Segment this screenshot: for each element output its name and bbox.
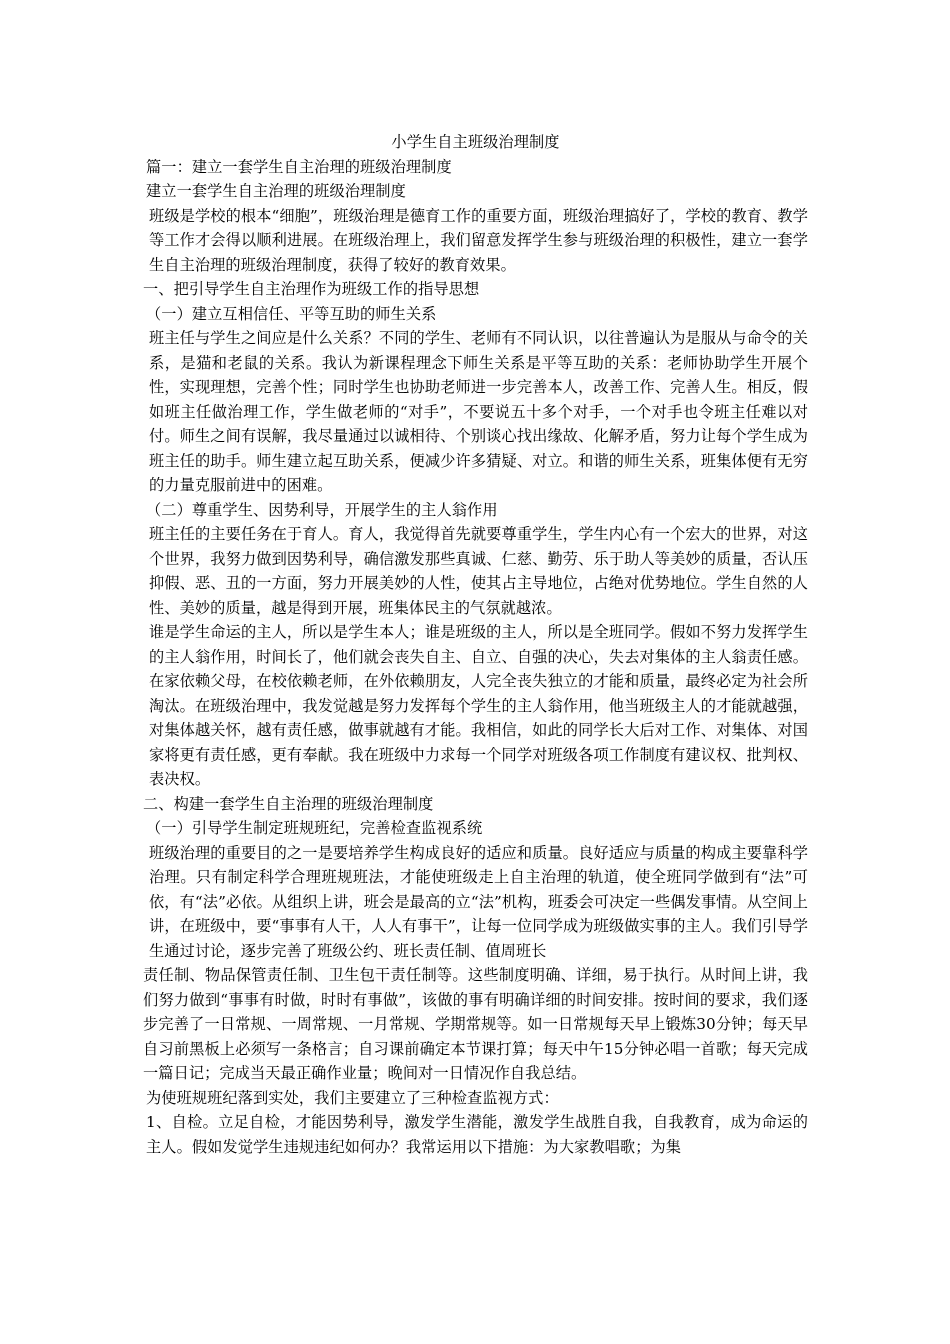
paragraph: 为使班规班纪落到实处，我们主要建立了三种检查监视方式： <box>146 1088 559 1107</box>
paragraph: 一、把引导学生自主治理作为班级工作的指导思想 <box>143 280 480 298</box>
paragraph: 二、构建一套学生自主治理的班级治理制度 <box>143 794 434 813</box>
document-body <box>143 155 808 1160</box>
paragraph: 篇一：建立一套学生自主治理的班级治理制度 <box>146 157 452 176</box>
document-title: 小学生自主班级治理制度 <box>391 133 560 151</box>
paragraph: （一）建立互相信任、平等互助的师生关系 <box>146 304 437 323</box>
paragraph: 谁是学生命运的主人，所以是学生本人；谁是班级的主人，所以是全班同学。假如不努力发挥学生的主人翁作用，时间长了，他们就会丧失自主、自立、自强的决心，失去对集体的主人翁责任感。在家依赖父母，在校依赖老师，在外依赖朋友，人完全丧失独立的才能和质量，最终必定为社会所淘汰。在班级治理中，我发觉越是努力发挥每个学生的主人翁作用，他当班级主人的才能就越强，对集体越关怀，越有责任感，做事就越有才能。我相信，如此的同学长大后对工作、对集体、对国家将更有责任感，更有奉献。我在班级中力求每一个同学对班级各项工作制度有建议权、批判权、表决权。 <box>149 623 808 788</box>
paragraph: 建立一套学生自主治理的班级治理制度 <box>146 182 406 200</box>
paragraph: （一）引导学生制定班规班纪，完善检查监视系统 <box>146 819 483 837</box>
paragraph: 班主任的主要任务在于育人。育人，我觉得首先就要尊重学生，学生内心有一个宏大的世界，对这个世界，我努力做到因势利导，确信激发那些真诚、仁慈、勤劳、乐于助人等美妙的质量，否认压抑假、恶、丑的一方面，努力开展美妙的人性，使其占主导地位，占绝对优势地位。学生自然的人性、美妙的质量，越是得到开展，班集体民主的气氛就越浓。 <box>149 525 808 617</box>
paragraph: 责任制、物品保管责任制、卫生包干责任制等。这些制度明确、详细，易于执行。从时间上讲，我们努力做到“事事有时做，时时有事做”，该做的事有明确详细的时间安排。按时间的要求，我们逐步完善了一日常规、一周常规、一月常规、学期常规等。如一日常规每天早上锻炼30分钟；每天早自习前黑板上必须写一条格言；自习课前确定本节课打算；每天中午15分钟必唱一首歌；每天完成一篇日记；完成当天最正确作业量；晚间对一日情况作自我总结。 <box>143 966 808 1082</box>
paragraph: 班主任与学生之间应是什么关系？不同的学生、老师有不同认识，以往普遍认为是服从与命令的关系，是猫和老鼠的关系。我认为新课程理念下师生关系是平等互助的关系：老师协助学生开展个性，实现理想，完善个性；同时学生也协助老师进一步完善本人，改善工作、完善人生。相反，假如班主任做治理工作，学生做老师的“对手”，不要说五十多个对手，一个对手也令班主任难以对付。师生之间有误解，我尽量通过以诚相待、个别谈心找出缘故、化解矛盾，努力让每个学生成为班主任的助手。师生建立起互助关系，便减少许多猜疑、对立。和谐的师生关系，班集体便有无穷的力量克服前进中的困难。 <box>149 329 808 494</box>
paragraph: （二）尊重学生、因势利导，开展学生的主人翁作用 <box>146 500 498 519</box>
paragraph: 1、自检。立足自检，才能因势利导，激发学生潜能，激发学生战胜自我，自我教育，成为命运的主人。假如发觉学生违规违纪如何办？我常运用以下措施：为大家教唱歌；为集 <box>146 1113 808 1156</box>
paragraph: 班级是学校的根本“细胞”，班级治理是德育工作的重要方面，班级治理搞好了，学校的教育、教学等工作才会得以顺利进展。在班级治理上，我们留意发挥学生参与班级治理的积极性，建立一套学生自主治理的班级治理制度，获得了较好的教育效果。 <box>149 206 808 274</box>
document-page <box>143 130 808 1159</box>
paragraph: 班级治理的重要目的之一是要培养学生构成良好的适应和质量。良好适应与质量的构成主要靠科学治理。只有制定科学合理班规班法，才能使班级走上自主治理的轨道，使全班同学做到有“法”可依，有“法”必依。从组织上讲，班会是最高的立“法”机构，班委会可决定一些偶发事情。从空间上讲，在班级中，要“事事有人干，人人有事干”，让每一位同学成为班级做实事的主人。我们引导学生通过讨论，逐步完善了班级公约、班长责任制、值周班长 <box>149 843 808 960</box>
